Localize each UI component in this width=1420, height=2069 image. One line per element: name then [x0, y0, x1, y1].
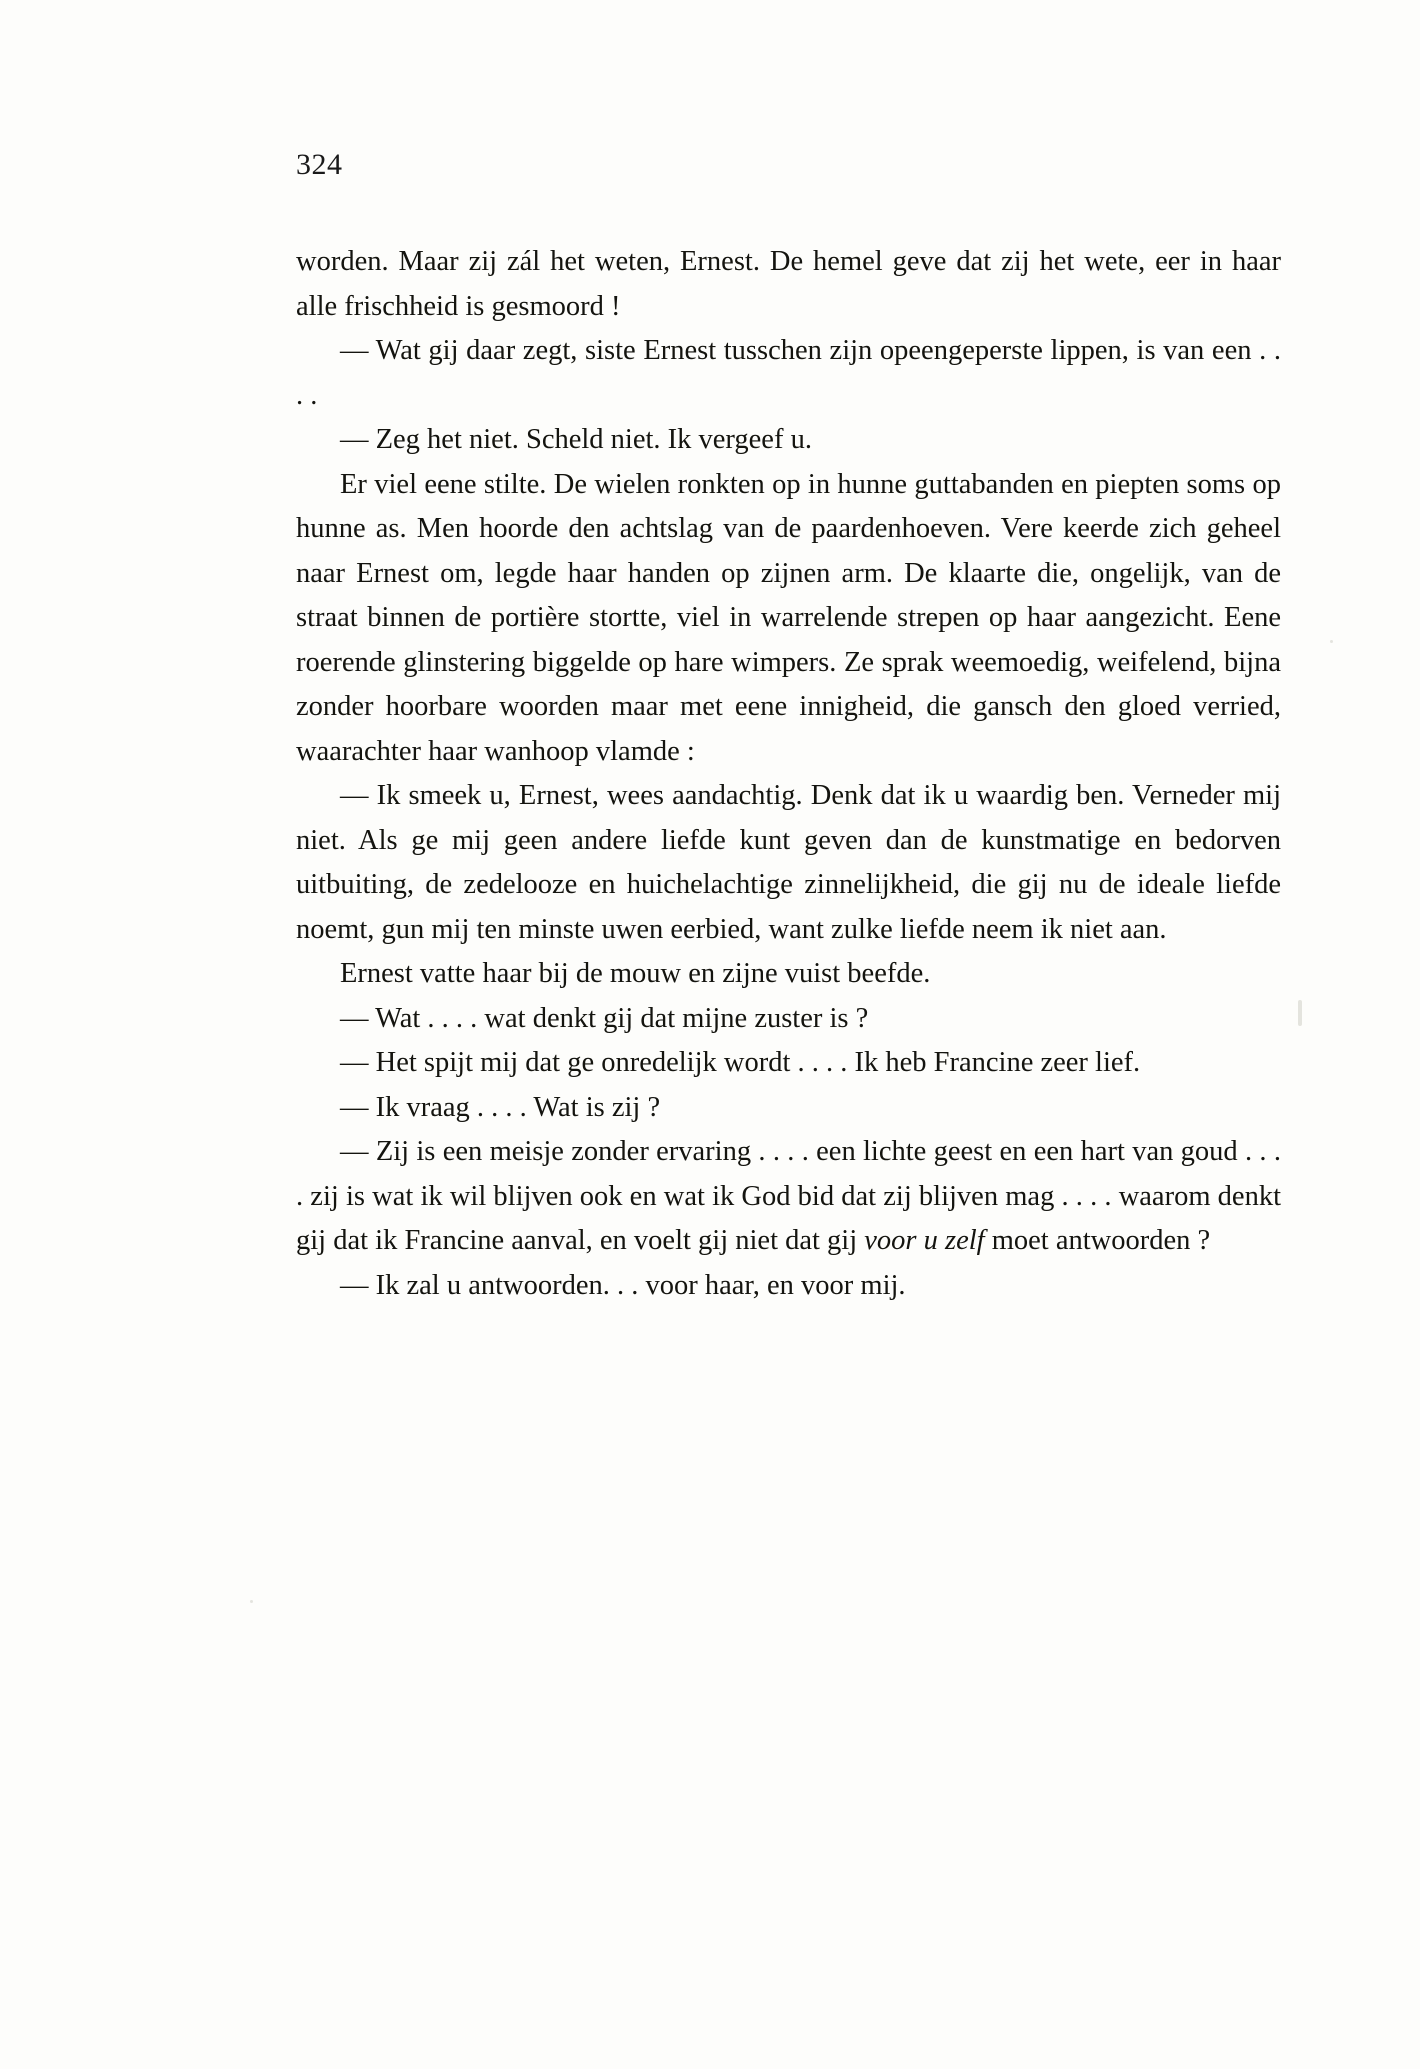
paragraph-text-before: — Zij is een meisje zonder ervaring . . . . een lichte geest en een hart van goud . . . . zij is wat ik wil blijven ook en wat ik God bid dat zij blijven mag . . . . waarom denkt gij dat ik Francine aanval, en voelt gij niet dat gij [296, 1136, 1281, 1256]
paper-speck [250, 1600, 253, 1603]
paragraph: — Zeg het niet. Scheld niet. Ik vergeef u. [340, 424, 812, 455]
paper-speck [1298, 1000, 1302, 1026]
page-number: 324 [296, 148, 343, 181]
page-body-text [296, 240, 1281, 1308]
paragraph-text-after: moet antwoorden ? [984, 1225, 1211, 1256]
paragraph: — Ik zal u antwoorden. . . voor haar, en voor mij. [340, 1269, 906, 1301]
paragraph: Er viel eene stilte. De wielen ronkten op in hunne guttabanden en piepten soms op hunne as. Men hoorde den achtslag van de paardenhoeven. Vere keerde zich geheel naar Ernest om, legde haar handen op zijnen arm. De klaarte die, ongelijk, van de straat binnen de portière stortte, viel in warrelende strepen op haar aangezicht. Eene roerende glinstering biggelde op hare wimpers. Ze sprak weemoedig, weifelend, bijna zonder hoorbare woorden maar met eene innigheid, die gansch den gloed verried, waarachter haar wanhoop vlamde : [296, 468, 1281, 767]
paragraph: Ernest vatte haar bij de mouw en zijne vuist beefde. [340, 958, 931, 989]
paragraph-with-emphasis [296, 1130, 1281, 1264]
emphasis-text: voor u zelf [864, 1225, 985, 1256]
paragraph: — Wat . . . . wat denkt gij dat mijne zuster is ? [340, 1002, 869, 1034]
paragraph: — Het spijt mij dat ge onredelijk wordt . . . . Ik heb Francine zeer lief. [340, 1047, 1141, 1078]
paragraph: worden. Maar zij zál het weten, Ernest. De hemel geve dat zij het wete, eer in haar alle frischheid is gesmoord ! [296, 246, 1281, 322]
paragraph: — Wat gij daar zegt, siste Ernest tusschen zijn opeengeperste lippen, is van een . . . . [296, 335, 1281, 411]
paper-speck [1330, 640, 1333, 643]
paragraph: — Ik vraag . . . . Wat is zij ? [340, 1091, 661, 1123]
paragraph: — Ik smeek u, Ernest, wees aandachtig. Denk dat ik u waardig ben. Verneder mij niet. Als ge mij geen andere liefde kunt geven dan de kunstmatige en bedorven uitbuiting, de zedelooze en huichelachtige zinnelijkheid, die gij nu de ideale liefde noemt, gun mij ten minste uwen eerbied, want zulke liefde neem ik niet aan. [296, 780, 1281, 945]
